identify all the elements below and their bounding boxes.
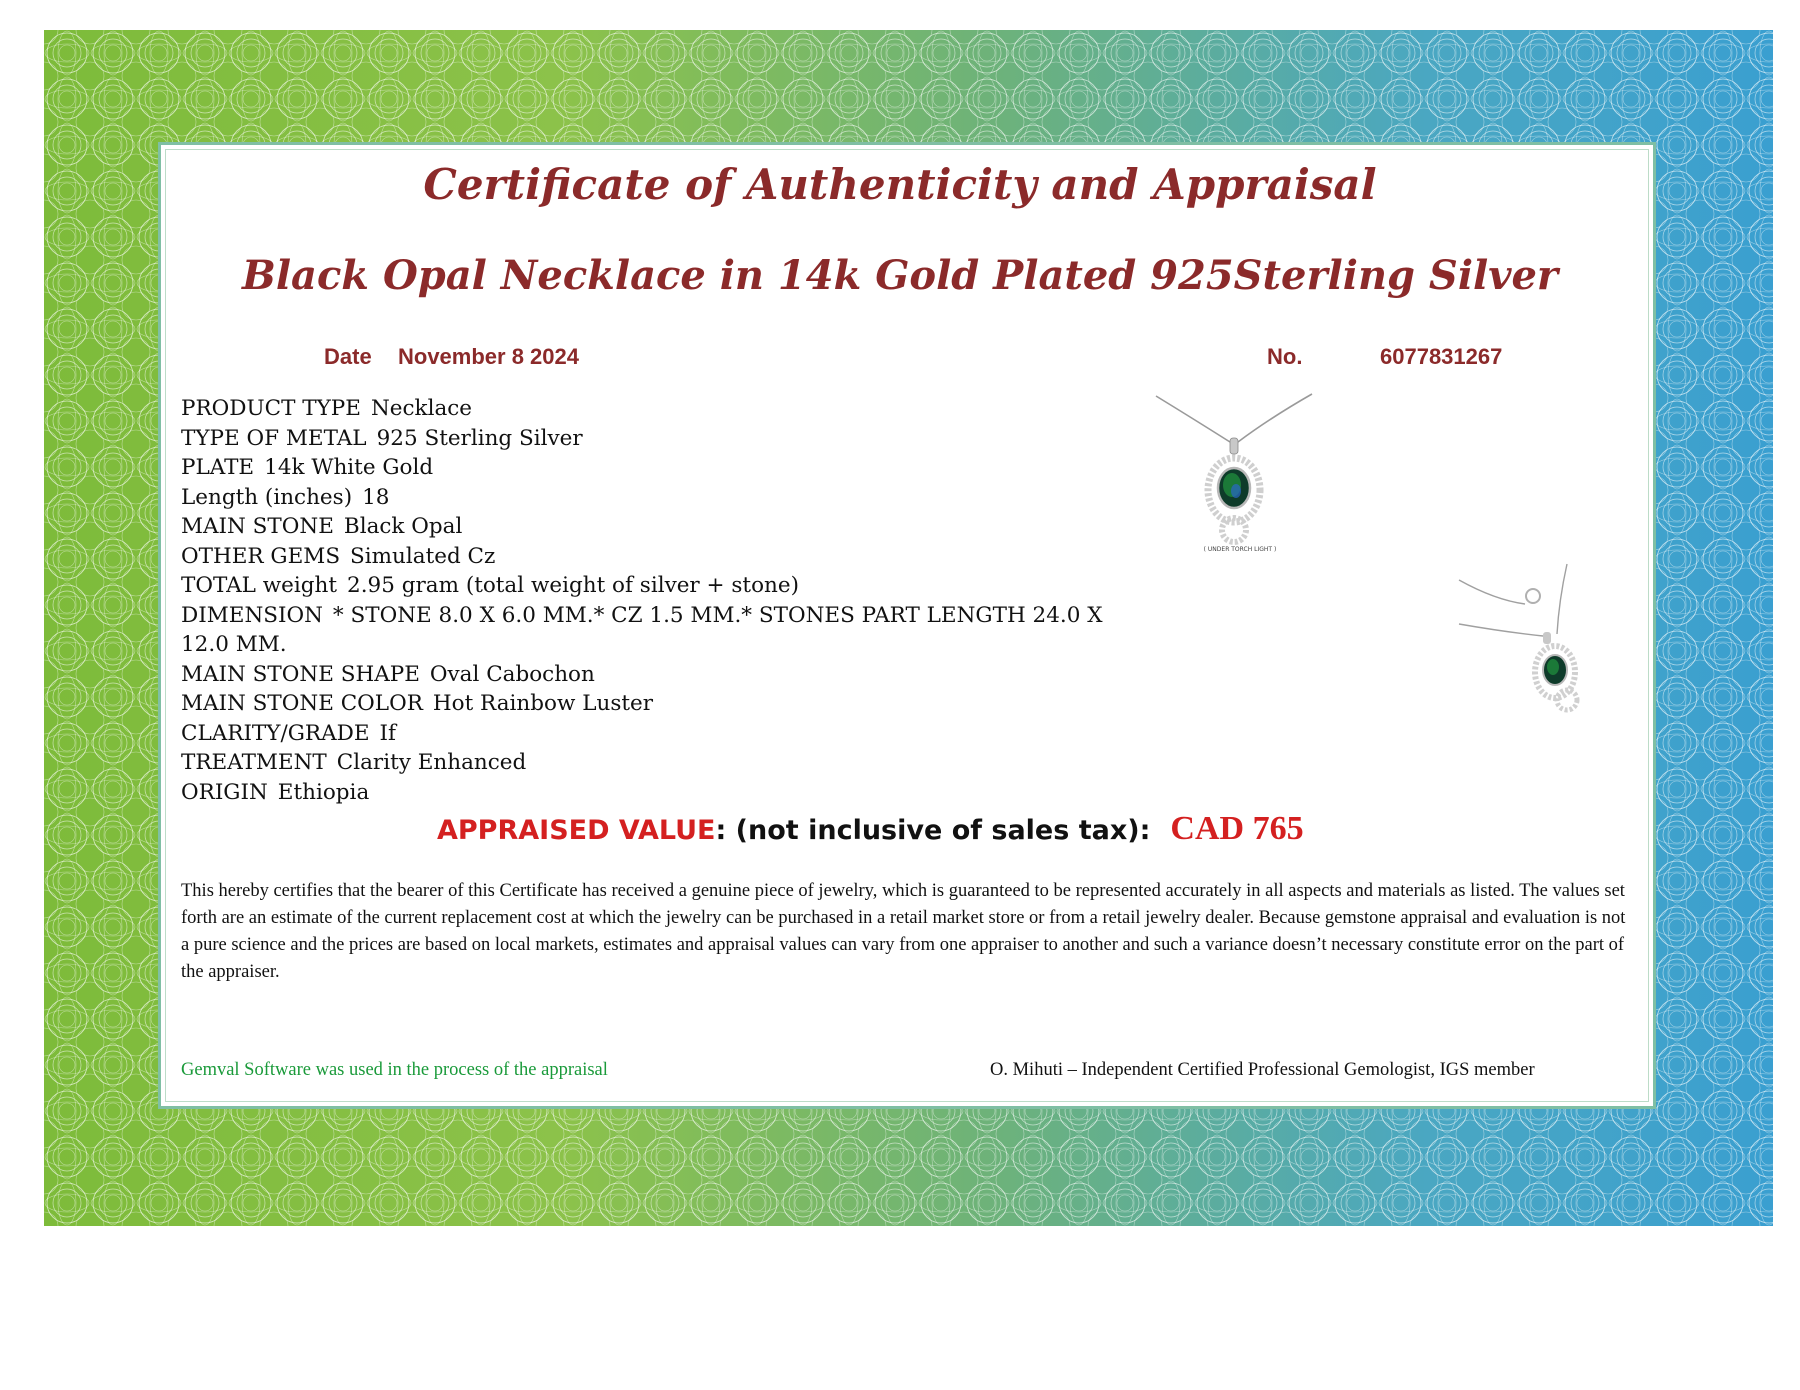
detail-label: MAIN STONE: [181, 514, 334, 539]
detail-row: [181, 512, 1111, 542]
date-label: Date: [324, 344, 372, 369]
detail-row: [181, 660, 1111, 690]
software-note: Gemval Software was used in the process of the appraisal: [181, 1060, 608, 1080]
certification-statement: This hereby certifies that the bearer of this Certificate has received a genuine piece of jewelry, which is guaranteed to be represented accurately in all aspects and materials as listed. The values set forth are an estimate of the current replacement cost at which the jewelry can be purchased in a retail market store or from a retail jewelry dealer. Because gemstone appraisal and evaluation is not a pure science and the prices are based on local markets, estimates and appraisal values can vary from one appraiser to another and such a variance doesn’t necessary constitute error on the part of the appraiser.: [181, 881, 1626, 982]
detail-row: [181, 571, 1111, 601]
detail-label: DIMENSION: [181, 602, 323, 628]
number-label: No.: [1267, 344, 1303, 369]
detail-label: MAIN STONE SHAPE: [181, 661, 420, 687]
detail-row: [181, 483, 1111, 513]
detail-row: [181, 542, 1111, 572]
detail-row: [181, 719, 1111, 749]
detail-label: CLARITY/GRADE: [181, 720, 370, 746]
detail-value: If: [379, 720, 396, 746]
detail-label: TYPE OF METAL: [181, 425, 367, 451]
detail-label: TOTAL weight: [181, 573, 338, 598]
detail-value: Black Opal: [343, 514, 463, 539]
detail-row: [181, 453, 1111, 483]
detail-row: [181, 778, 1111, 808]
detail-label: Length (inches): [181, 484, 353, 510]
detail-row: [181, 748, 1111, 778]
detail-row: [181, 601, 1111, 660]
detail-value: 14k White Gold: [264, 455, 434, 480]
product-details: [181, 394, 1111, 807]
detail-value: 2.95 gram (total weight of silver + stone): [347, 573, 799, 598]
detail-label: PLATE: [181, 455, 255, 480]
appraised-value-line: [437, 810, 1304, 848]
date-value: November 8 2024: [398, 344, 579, 369]
product-photo-side: [1455, 560, 1615, 725]
detail-value: Ethiopia: [277, 779, 370, 805]
detail-value: Hot Rainbow Luster: [432, 691, 654, 716]
detail-row: [181, 394, 1111, 424]
detail-label: TREATMENT: [181, 750, 327, 775]
detail-label: ORIGIN: [181, 779, 268, 805]
detail-value: Necklace: [370, 396, 473, 421]
detail-value: 18: [362, 484, 390, 510]
product-photo-front: [1152, 390, 1322, 560]
photo-caption: ( UNDER TORCH LIGHT ): [1203, 546, 1277, 553]
detail-value: Simulated Cz: [350, 543, 496, 569]
detail-value: Oval Cabochon: [429, 661, 595, 687]
appraised-value-note: : (not inclusive of sales tax):: [715, 815, 1151, 846]
certificate-title: Certificate of Authenticity and Appraisal: [423, 160, 1377, 209]
detail-value: 925 Sterling Silver: [376, 425, 583, 451]
detail-label: PRODUCT TYPE: [181, 396, 361, 421]
appraised-value-label: APPRAISED VALUE: [437, 815, 716, 846]
product-title: Black Opal Necklace in 14k Gold Plated 925Sterling Silver: [242, 252, 1558, 299]
appraiser-signature-line: O. Mihuti – Independent Certified Professional Gemologist, IGS member: [990, 1060, 1535, 1080]
detail-value: Clarity Enhanced: [336, 750, 527, 775]
detail-label: OTHER GEMS: [181, 543, 341, 569]
number-value: 6077831267: [1380, 344, 1503, 369]
appraised-value-amount: CAD 765: [1170, 810, 1304, 847]
detail-value: * STONE 8.0 X 6.0 MM.* CZ 1.5 MM.* STONES PART LENGTH 24.0 X 12.0 MM.: [181, 602, 1103, 657]
detail-row: [181, 689, 1111, 719]
detail-row: [181, 424, 1111, 454]
detail-label: MAIN STONE COLOR: [181, 691, 423, 716]
